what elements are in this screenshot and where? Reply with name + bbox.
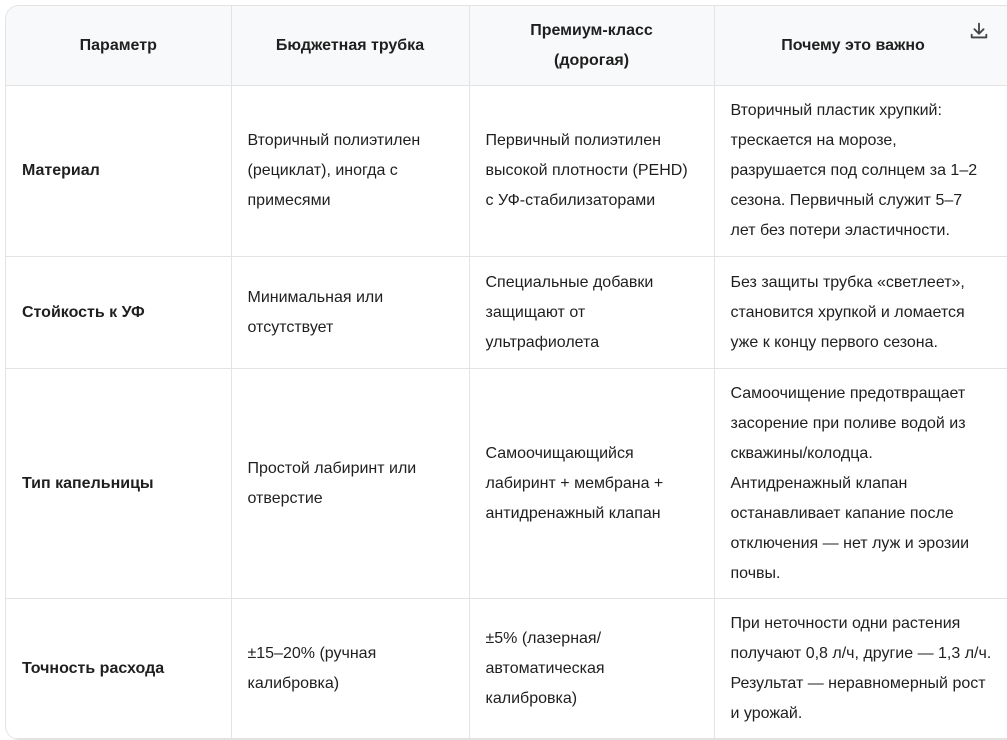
header-cell: Параметр — [6, 6, 231, 86]
download-icon — [968, 20, 990, 42]
header-cell: Почему это важно — [714, 6, 1007, 86]
header-cell: Бюджетная трубка — [231, 6, 469, 86]
comparison-table — [6, 6, 1007, 739]
table-cell: Самоочищение предотвращает засорение при поливе водой из скважины/колодца. Антидренажный клапан останавливает капание после отключения — нет луж и эрозии почвы. — [714, 369, 1007, 599]
table-cell: Стойкость к УФ — [6, 257, 231, 369]
table-row — [6, 86, 1007, 257]
table-cell: Без защиты трубка «светлеет», становится хрупкой и ломается уже к концу первого сезона. — [714, 257, 1007, 369]
table-header-row — [6, 6, 1007, 86]
table-cell: Простой лабиринт или отверстие — [231, 369, 469, 599]
download-button[interactable] — [968, 20, 990, 42]
table-cell: Тип капельницы — [6, 369, 231, 599]
table-cell: ±5% (лазерная/ автоматическая калибровка) — [469, 599, 714, 739]
table-cell: Специальные добавки защищают от ультрафиолета — [469, 257, 714, 369]
table-cell: Вторичный пластик хрупкий: трескается на морозе, разрушается под солнцем за 1–2 сезона. Первичный служит 5–7 лет без потери эластичности. — [714, 86, 1007, 257]
table-cell: Минимальная или отсутствует — [231, 257, 469, 369]
table-row — [6, 369, 1007, 599]
table-cell: Самоочищающийся лабиринт + мембрана + антидренажный клапан — [469, 369, 714, 599]
table-cell: Точность расхода — [6, 599, 231, 739]
header-cell: Премиум-класс (дорогая) — [469, 6, 714, 86]
table-row — [6, 257, 1007, 369]
table-cell: Материал — [6, 86, 231, 257]
table-cell: Вторичный полиэтилен (рециклат), иногда с примесями — [231, 86, 469, 257]
table-cell: ±15–20% (ручная калибровка) — [231, 599, 469, 739]
table-cell: При неточности одни растения получают 0,8 л/ч, другие — 1,3 л/ч. Результат — неравномерный рост и урожай. — [714, 599, 1007, 739]
comparison-table-container — [5, 5, 1007, 740]
table-cell: Первичный полиэтилен высокой плотности (PEHD) с УФ-стабилизаторами — [469, 86, 714, 257]
table-row — [6, 599, 1007, 739]
